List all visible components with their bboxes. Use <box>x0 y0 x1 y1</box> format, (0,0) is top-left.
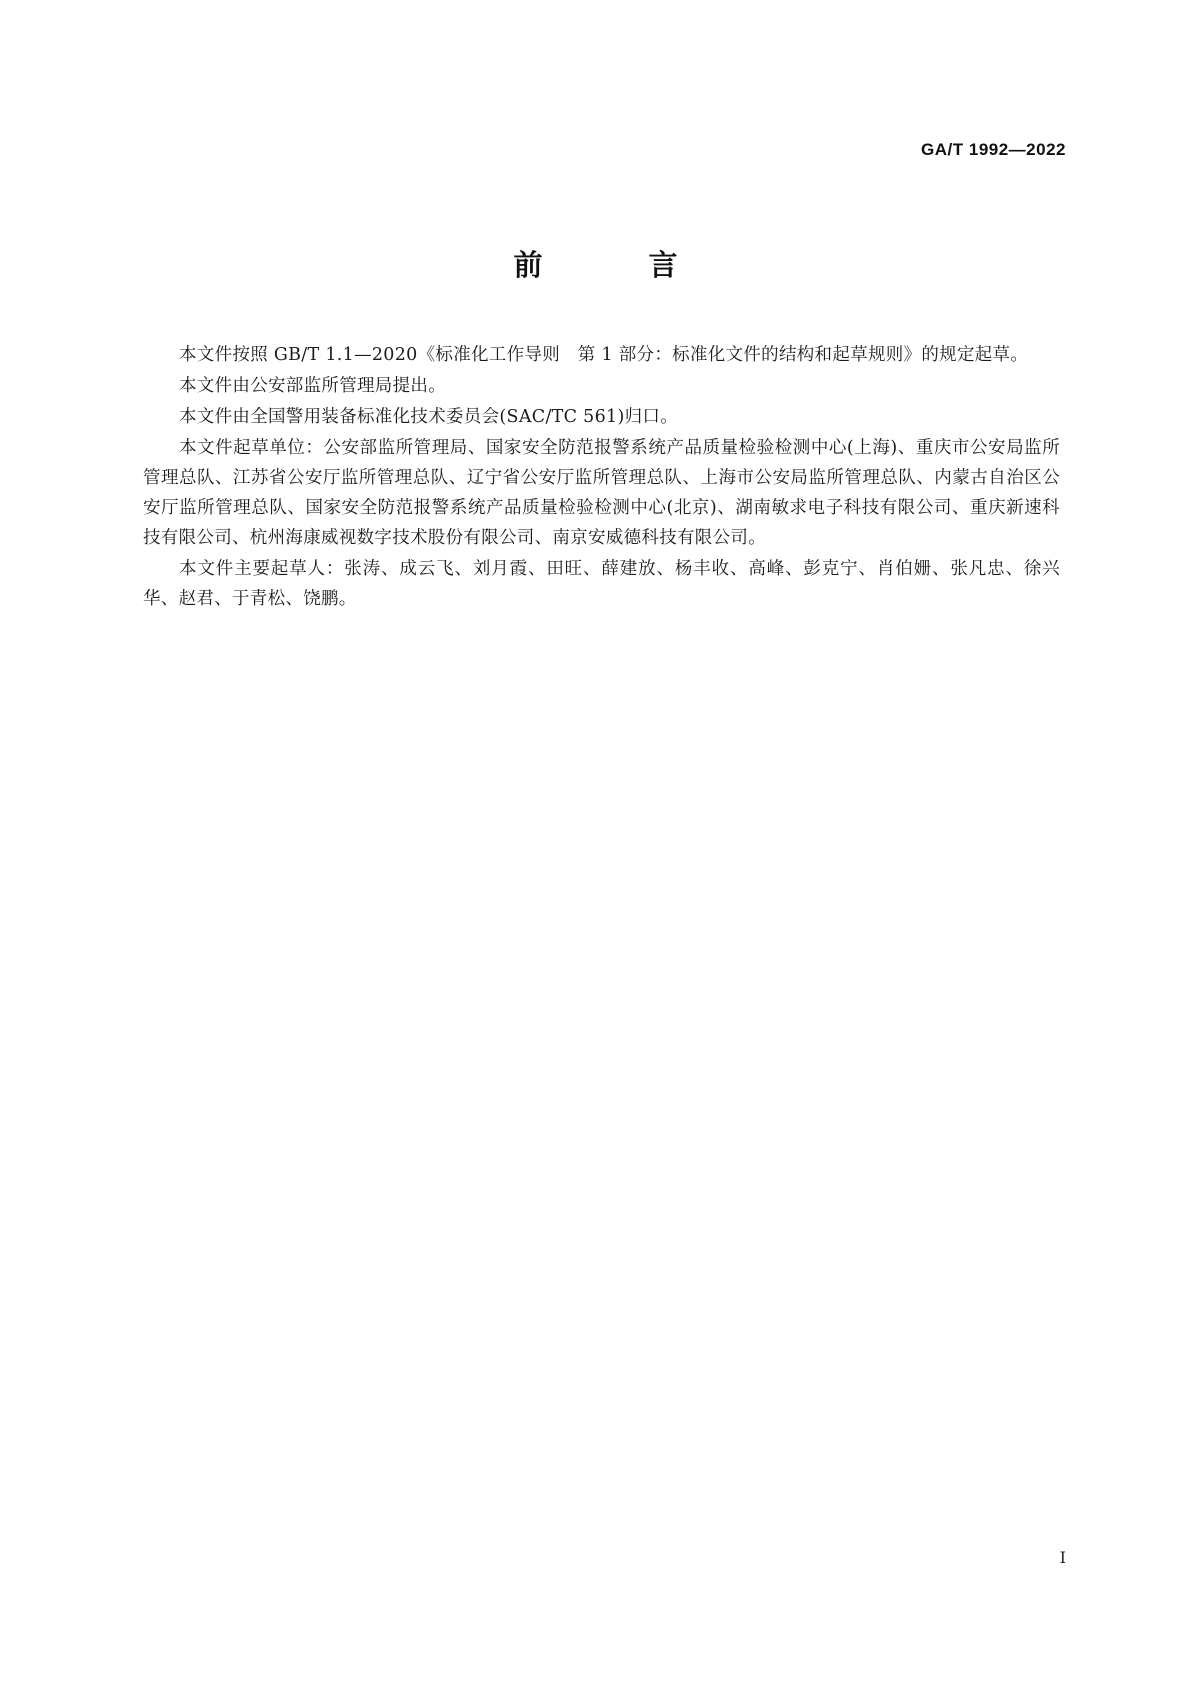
page-number: I <box>1059 1548 1066 1567</box>
foreword-body <box>143 340 1060 615</box>
paragraph-drafting-rules: 本文件按照 GB/T 1.1—2020《标准化工作导则 第 1 部分：标准化文件的结构和起草规则》的规定起草。 <box>179 345 1029 365</box>
paragraph-committee: 本文件由全国警用装备标准化技术委员会(SAC/TC 561)归口。 <box>179 407 678 427</box>
document-code: GA/T 1992—2022 <box>921 140 1066 159</box>
paragraph-drafting-units: 本文件起草单位：公安部监所管理局、国家安全防范报警系统产品质量检验检测中心(上海)、重庆市公安局监所管理总队、江苏省公安厅监所管理总队、辽宁省公安厅监所管理总队、上海市公安局监所管理总队、内蒙古自治区公安厅监所管理总队、国家安全防范报警系统产品质量检验检测中心(北京)、湖南敏求电子科技有限公司、重庆新速科技有限公司、杭州海康威视数字技术股份有限公司、南京安威德科技有限公司。 <box>143 438 1060 548</box>
page-title: 前 言 <box>513 248 726 282</box>
paragraph-drafters: 本文件主要起草人：张涛、成云飞、刘月霞、田旺、薛建放、杨丰收、高峰、彭克宁、肖伯姗、张凡忠、徐兴华、赵君、于青松、饶鹏。 <box>143 559 1060 609</box>
paragraph-proposer: 本文件由公安部监所管理局提出。 <box>179 376 446 396</box>
